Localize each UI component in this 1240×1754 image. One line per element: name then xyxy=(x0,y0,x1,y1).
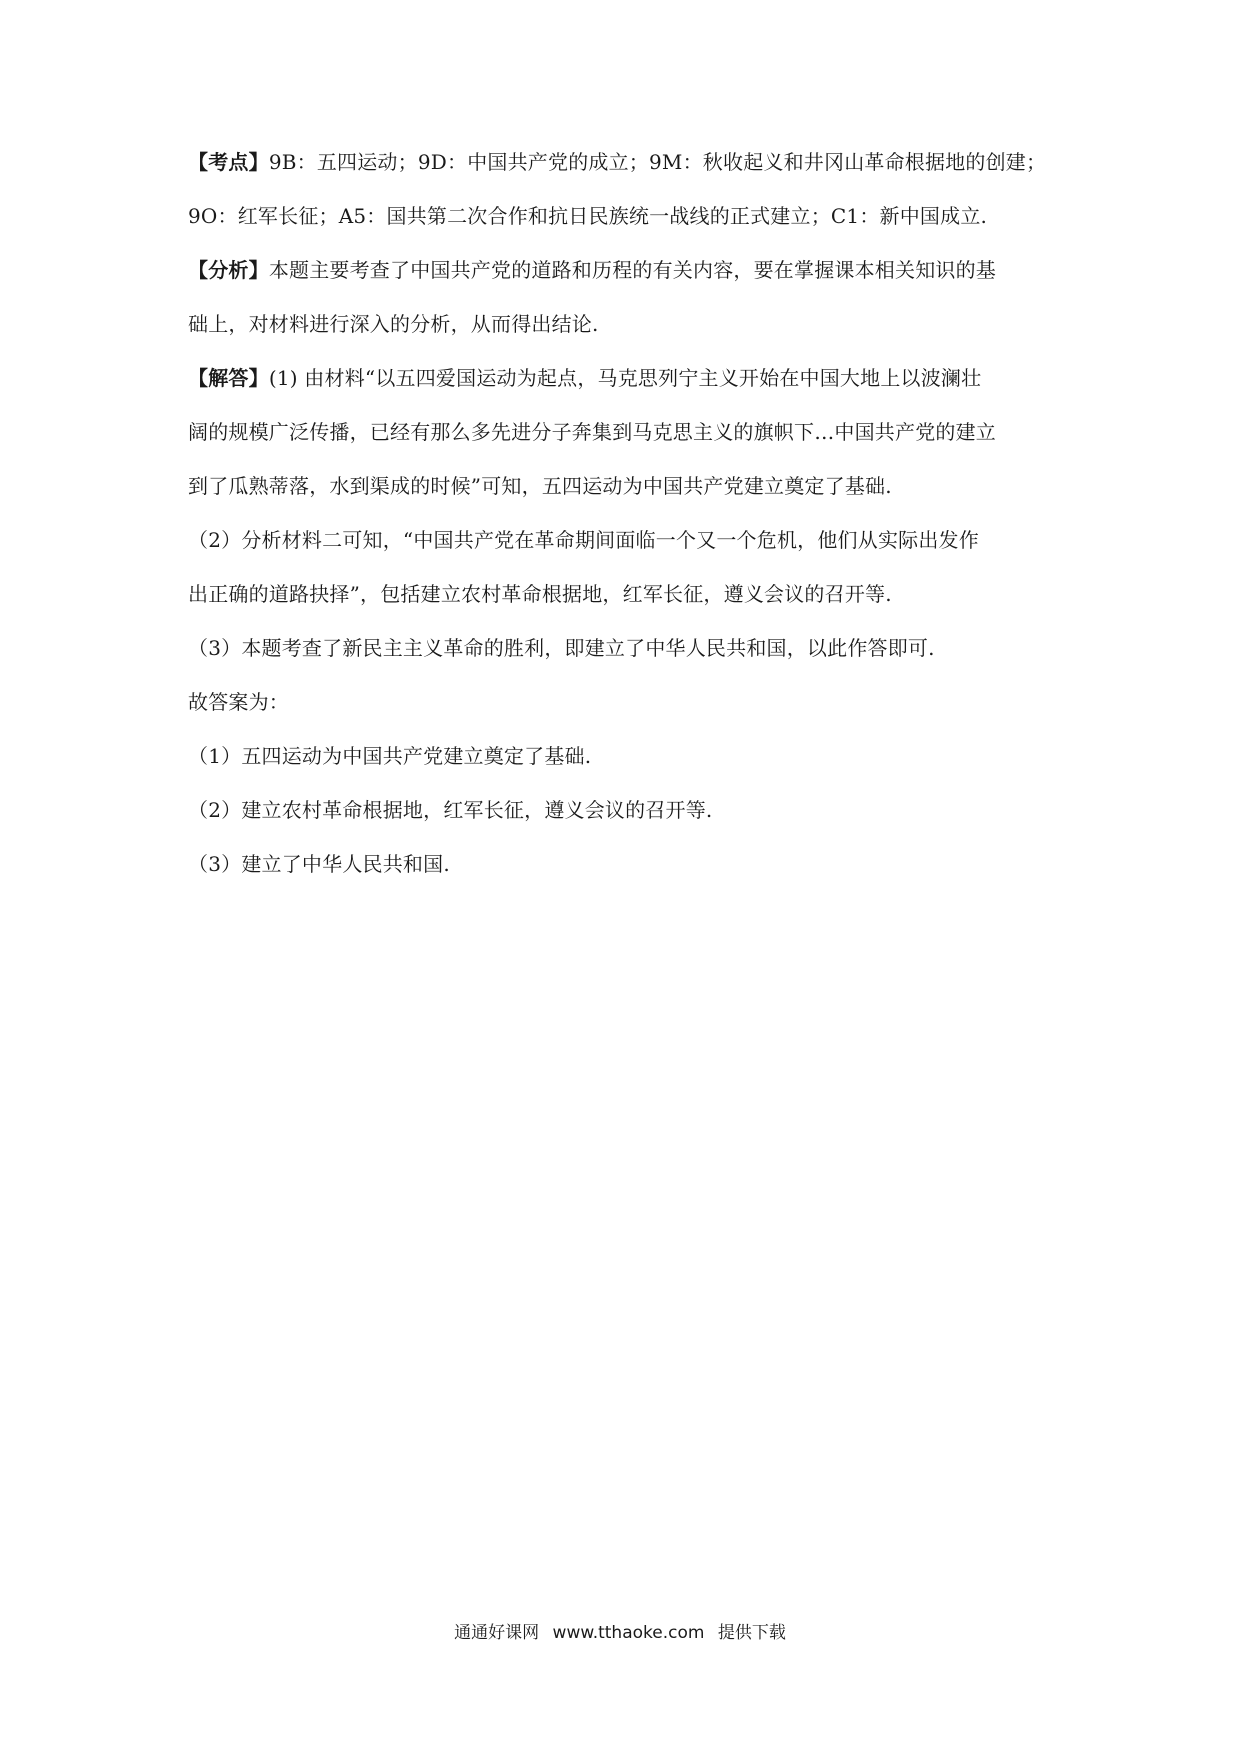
fenxi-line-2: 础上，对材料进行深入的分析，从而得出结论. xyxy=(188,312,599,336)
footer-site-name: 通通好课网 xyxy=(454,1623,540,1643)
document-body xyxy=(188,135,1058,891)
fenxi-line-1 xyxy=(188,243,1058,297)
jieda-line-1 xyxy=(188,351,1058,405)
answer-item-3: （3）建立了中华人民共和国. xyxy=(188,852,450,876)
jieda-text-1: (1) 由材料“以五四爱国运动为起点，马克思列宁主义开始在中国大地上以波澜壮 xyxy=(268,366,982,390)
kaodian-text-1: 9B：五四运动；9D：中国共产党的成立；9M：秋收起义和井冈山革命根据地的创建； xyxy=(268,150,1047,174)
answer-title: 故答案为： xyxy=(188,690,289,714)
kaodian-line-2: 9O：红军长征；A5：国共第二次合作和抗日民族统一战线的正式建立；C1：新中国成立. xyxy=(188,204,988,228)
jieda-line-3: 到了瓜熟蒂落，水到渠成的时候”可知，五四运动为中国共产党建立奠定了基础. xyxy=(188,474,892,498)
jieda-line-4: （2）分析材料二可知，“中国共产党在革命期间面临一个又一个危机，他们从实际出发作 xyxy=(188,528,979,552)
jieda-tag: 【解答】 xyxy=(188,366,269,390)
page-footer xyxy=(0,1618,1240,1643)
footer-action: 提供下载 xyxy=(717,1623,786,1643)
kaodian-tag: 【考点】 xyxy=(188,150,269,174)
fenxi-text-1: 本题主要考查了中国共产党的道路和历程的有关内容，要在掌握课本相关知识的基 xyxy=(268,258,997,282)
jieda-line-6: （3）本题考查了新民主主义革命的胜利，即建立了中华人民共和国，以此作答即可. xyxy=(188,636,935,660)
jieda-line-5: 出正确的道路抉择”，包括建立农村革命根据地，红军长征，遵义会议的召开等. xyxy=(188,582,892,606)
kaodian-line-1 xyxy=(188,135,1058,189)
answer-item-2: （2）建立农村革命根据地，红军长征，遵义会议的召开等. xyxy=(188,798,713,822)
jieda-line-2: 阔的规模广泛传播，已经有那么多先进分子奔集到马克思主义的旗帜下…中国共产党的建立 xyxy=(188,420,996,444)
footer-url[interactable]: www.tthaoke.com xyxy=(552,1623,705,1643)
fenxi-tag: 【分析】 xyxy=(188,258,269,282)
answer-item-1: （1）五四运动为中国共产党建立奠定了基础. xyxy=(188,744,592,768)
